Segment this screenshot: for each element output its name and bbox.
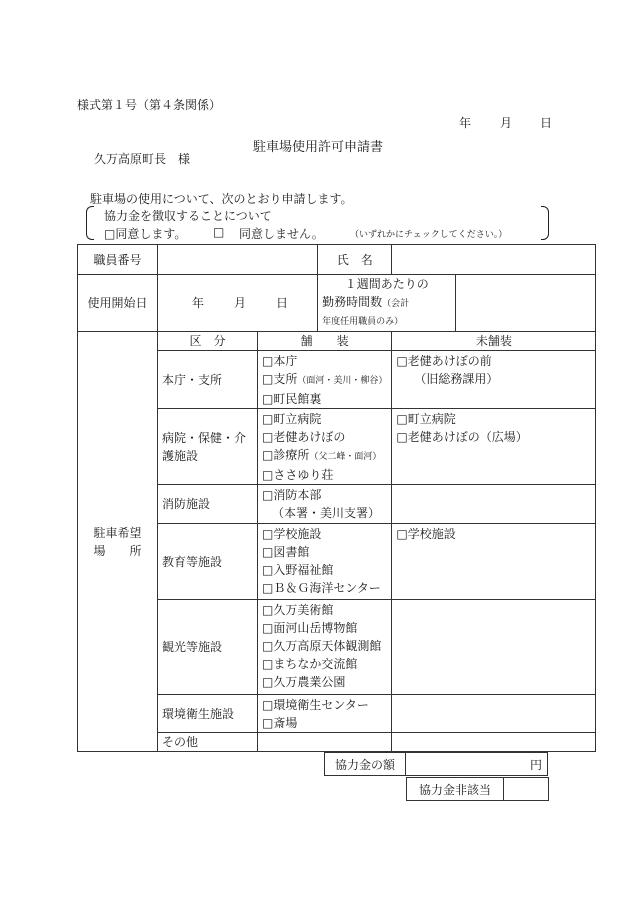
option-checkbox[interactable]: □面河山岳博物館 [262, 621, 358, 635]
fee-question: 協力金を徴収することについて [104, 209, 272, 223]
fee-amount-label: 協力金の額 [325, 753, 406, 776]
unpaved-options-hospital [392, 409, 596, 485]
category-tourism: 観光等施設 [158, 600, 258, 695]
option-checkbox[interactable]: □支所 [262, 372, 298, 386]
category-sanitation: 環境衛生施設 [158, 695, 258, 733]
unpaved-options-tourism [392, 600, 596, 695]
staff-row [78, 245, 596, 275]
weekly-hours-field[interactable] [456, 275, 596, 332]
category-office: 本庁・支所 [158, 351, 258, 409]
option-checkbox[interactable]: □学校施設 [396, 527, 456, 541]
place-header-row [78, 332, 596, 351]
fee-amount-field[interactable] [406, 753, 548, 776]
paved-options-other[interactable] [258, 733, 392, 752]
intro-statement: 駐車場の使用について、次のとおり申請します。 [90, 192, 353, 206]
paved-options-office [258, 351, 392, 409]
option-checkbox[interactable]: □老健あけぼの [262, 430, 346, 444]
paved-options-sanitation [258, 695, 392, 733]
date-year-label: 年 [459, 116, 472, 130]
fee-not-applicable-field[interactable] [504, 778, 549, 801]
paved-options-tourism [258, 600, 392, 695]
option-checkbox[interactable]: □久万美術館 [262, 603, 334, 617]
yen-unit: 円 [529, 757, 542, 772]
right-brace [541, 206, 549, 240]
option-checkbox[interactable]: □診療所 [262, 448, 310, 462]
disagree-label: 同意しません。 [239, 227, 324, 241]
paved-header: 舗 装 [258, 332, 392, 351]
application-table [77, 244, 596, 752]
paved-options-education [258, 524, 392, 600]
start-date-row [78, 275, 596, 332]
unpaved-options-fire [392, 485, 596, 524]
unpaved-options-office [392, 351, 596, 409]
start-year-label: 年 [192, 296, 205, 310]
paved-options-hospital [258, 409, 392, 485]
date-month-label: 月 [500, 116, 513, 130]
option-checkbox[interactable]: □久万高原天体観測館 [262, 639, 382, 653]
option-checkbox[interactable]: □Ｂ＆Ｇ海洋センター [262, 581, 381, 595]
weekly-hours-line1: １週間あたりの [344, 277, 429, 291]
category-hospital-line2: 護施設 [162, 448, 199, 463]
start-month-label: 月 [234, 296, 247, 310]
parking-place-line1: 駐車希望 [93, 525, 142, 540]
option-checkbox[interactable]: □久万農業公園 [262, 675, 346, 689]
name-field[interactable] [392, 245, 596, 275]
option-checkbox[interactable]: □図書館 [262, 545, 310, 559]
category-other: その他 [158, 733, 258, 752]
start-day-label: 日 [276, 296, 289, 310]
option-checkbox[interactable]: □本庁 [262, 354, 298, 368]
option-checkbox[interactable]: □入野福祉館 [262, 563, 334, 577]
staff-number-field[interactable] [158, 245, 318, 275]
disagree-checkbox[interactable]: □ [213, 225, 225, 239]
option-note: （旧総務課用） [414, 372, 499, 386]
paved-options-fire [258, 485, 392, 524]
form-number: 様式第１号（第４条関係） [77, 98, 222, 112]
option-checkbox[interactable]: □ささゆり荘 [262, 468, 334, 482]
weekly-hours-line2: 勤務時間数 [322, 295, 383, 309]
addressee: 久万高原町長 様 [94, 152, 191, 166]
weekly-hours-note1: （会計 [382, 299, 410, 309]
parking-place-line2: 場 所 [93, 543, 142, 558]
option-checkbox[interactable]: □町民館裏 [262, 392, 322, 406]
weekly-hours-note2: 年度任用職員のみ） [322, 317, 404, 327]
unpaved-header: 未舗装 [392, 332, 596, 351]
option-note: （父二峰・面河） [309, 452, 382, 462]
option-checkbox[interactable]: □学校施設 [262, 527, 322, 541]
option-note: （本署・美川支署） [272, 506, 381, 520]
unpaved-options-other[interactable] [392, 733, 596, 752]
parking-place-label [78, 332, 158, 752]
name-label: 氏 名 [318, 245, 392, 275]
agree-checkbox[interactable]: □同意します。 [104, 227, 187, 241]
staff-number-label: 職員番号 [78, 245, 158, 275]
category-fire: 消防施設 [158, 485, 258, 524]
start-date-label: 使用開始日 [78, 275, 158, 332]
date-day-label: 日 [540, 116, 553, 130]
unpaved-options-education [392, 524, 596, 600]
category-hospital [158, 409, 258, 485]
weekly-hours-label [318, 275, 456, 332]
option-checkbox[interactable]: □環境衛生センター [262, 698, 369, 712]
category-education: 教育等施設 [158, 524, 258, 600]
option-checkbox[interactable]: □斎場 [262, 716, 298, 730]
start-date-field[interactable] [158, 275, 318, 332]
category-hospital-line1: 病院・保健・介 [162, 430, 247, 445]
option-note: （面河・美川・柳谷） [297, 376, 388, 386]
category-header: 区 分 [158, 332, 258, 351]
option-checkbox[interactable]: □町立病院 [262, 412, 322, 426]
option-checkbox[interactable]: □町立病院 [396, 412, 456, 426]
fee-amount-box [324, 752, 548, 776]
unpaved-options-sanitation [392, 695, 596, 733]
option-checkbox[interactable]: □老健あけぼの前 [396, 354, 492, 368]
option-checkbox[interactable]: □老健あけぼの（広場） [396, 430, 528, 444]
fee-not-applicable-box [406, 777, 549, 801]
fee-not-applicable-label: 協力金非該当 [407, 778, 504, 801]
left-brace [86, 206, 94, 240]
document-title: 駐車場使用許可申請書 [253, 140, 384, 155]
option-checkbox[interactable]: □まちなか交流館 [262, 657, 358, 671]
check-note: （いずれかにチェックしてください。） [350, 230, 508, 240]
option-checkbox[interactable]: □消防本部 [262, 488, 322, 502]
